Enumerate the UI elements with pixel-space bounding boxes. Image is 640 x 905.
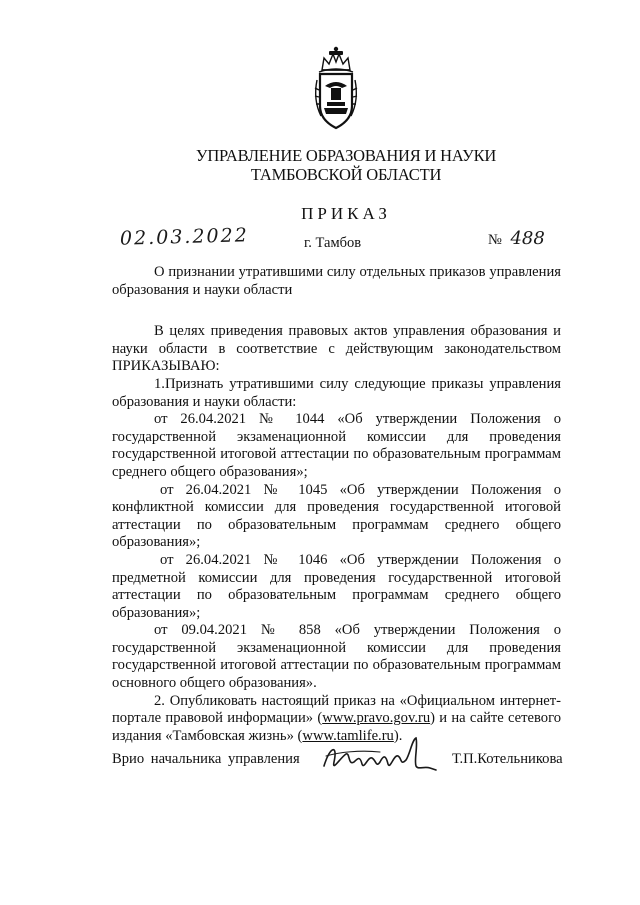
handwritten-number: 488 bbox=[510, 228, 545, 249]
city: г. Тамбов bbox=[304, 235, 362, 251]
signer-position: Врио начальника управления bbox=[112, 751, 300, 767]
agency-line-1: УПРАВЛЕНИЕ ОБРАЗОВАНИЯ И НАУКИ bbox=[195, 146, 497, 165]
order-item: от 26.04.2021 № 1044 «Об утверждении Положения о государственной экзаменационной комиссии для проведения государственной итоговой аттестации по образовательным программам среднего общего образования»; bbox=[112, 411, 561, 480]
handwritten-signature bbox=[320, 736, 438, 780]
document-type: ПРИКАЗ bbox=[301, 204, 391, 223]
number-sign: № bbox=[488, 232, 502, 248]
handwritten-date: 02.03.2022 bbox=[119, 224, 250, 250]
agency-name bbox=[120, 146, 572, 184]
link-pravo[interactable]: www.pravo.gov.ru bbox=[322, 710, 431, 727]
signer-name: Т.П.Котельникова bbox=[452, 751, 563, 767]
link-tamlife[interactable]: www.tamlife.ru bbox=[302, 727, 394, 744]
order-item: от 26.04.2021 № 1046 «Об утверждении Положения о предметной комиссии для проведения государственной итоговой аттестации по образовательным программам среднего общего образования»; bbox=[112, 551, 561, 621]
document-number bbox=[488, 228, 545, 249]
item-2-text-middle: ) и на сайте сетевого издания «Тамбовская жизнь» ( bbox=[112, 710, 562, 744]
order-item: от 09.04.2021 № 858 «Об утверждении Положения о государственной экзаменационной комиссии для проведения государственной итоговой аттестации по образовательным программам основного общего образования». bbox=[112, 622, 561, 692]
preamble: В целях приведения правовых актов управления образования и науки области в соответствие с действующим законодательством ПРИКАЗЫВАЮ: bbox=[112, 323, 561, 375]
item-2-text-after: ). bbox=[393, 727, 403, 744]
order-item: от 26.04.2021 № 1045 «Об утверждении Положения о конфликтной комиссии для проведения государственной итоговой аттестации по образовательным программам среднего общего образования»; bbox=[112, 481, 561, 551]
document-body bbox=[112, 264, 561, 745]
item-2-text-before: 2. Опубликовать настоящий приказ на «Официальном интернет-портале правовой информации» ( bbox=[112, 692, 561, 727]
document-title: О признании утратившими силу отдельных приказов управления образования и науки области bbox=[112, 264, 561, 298]
item-1-intro: 1.Признать утратившими силу следующие приказы управления образования и науки области: bbox=[112, 375, 561, 410]
tambov-coat-of-arms-icon bbox=[309, 44, 363, 134]
agency-line-2: ТАМБОВСКОЙ ОБЛАСТИ bbox=[250, 165, 442, 184]
